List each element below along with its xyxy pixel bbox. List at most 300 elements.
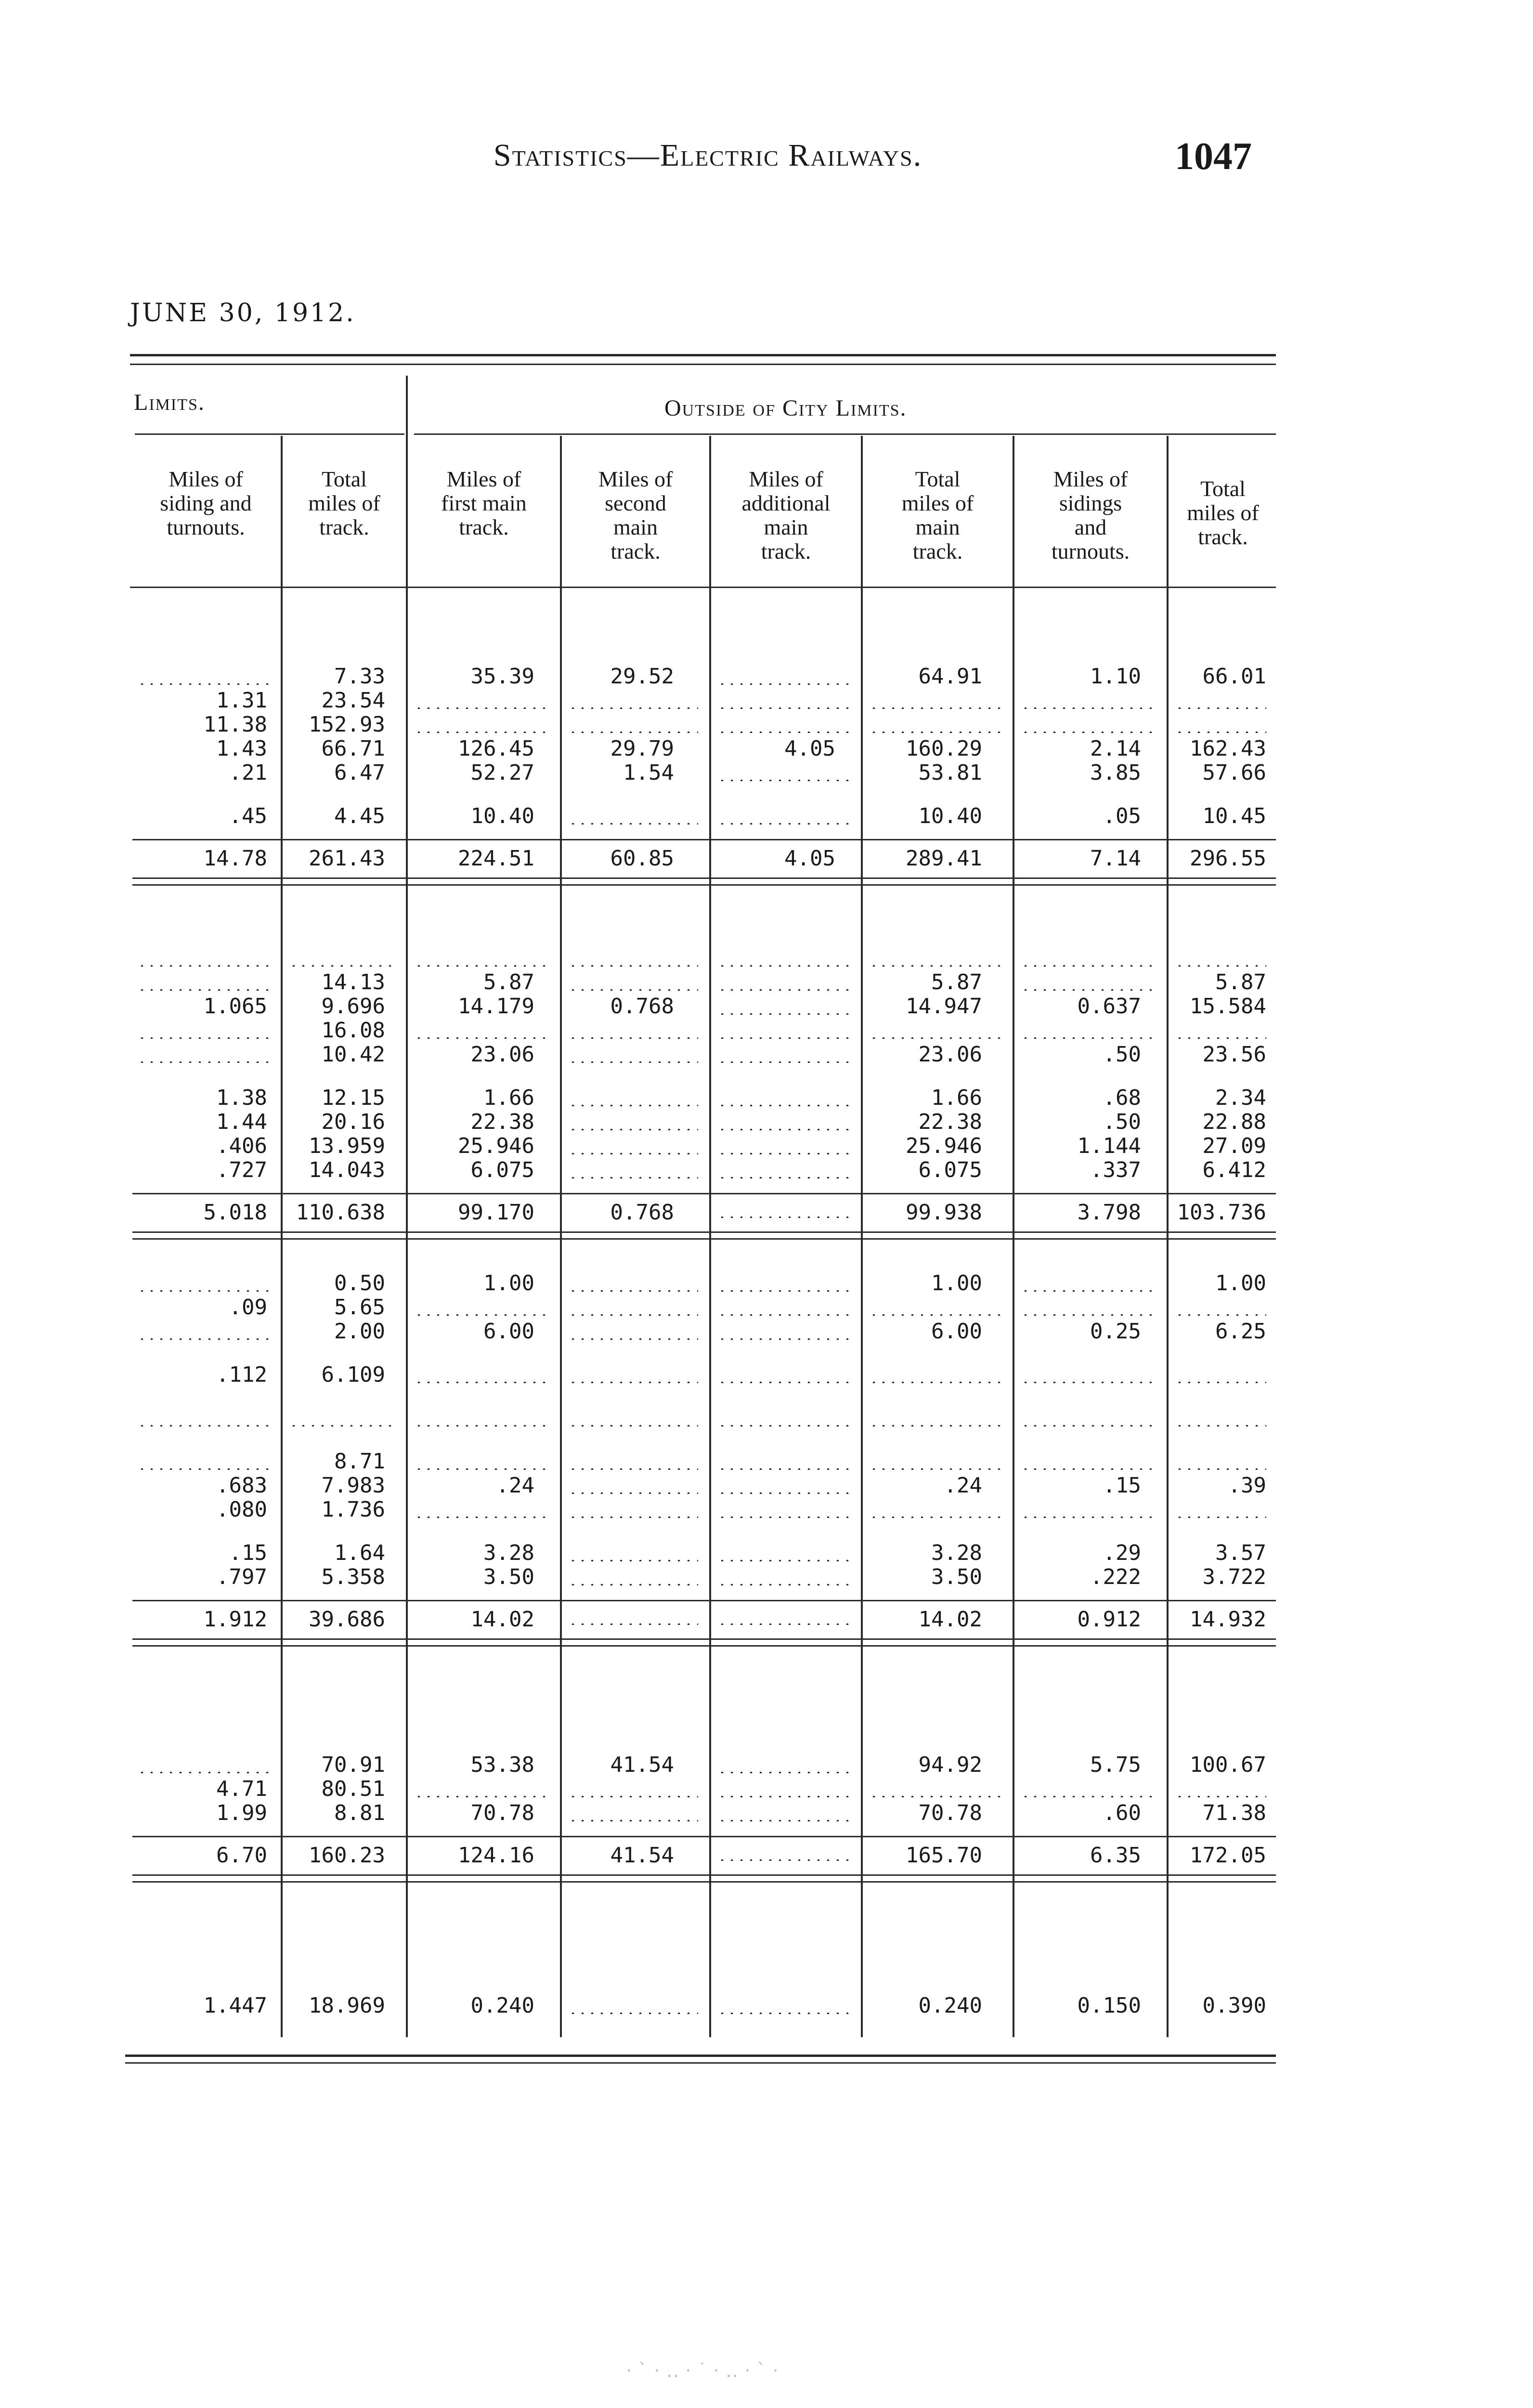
total-cell: 0.912 [1077,1607,1141,1632]
table-cell: 2.34 [1215,1086,1266,1110]
table-cell: 1.00 [483,1271,534,1296]
total-double-rule [132,877,1276,879]
table-cell: .29 [1103,1541,1141,1565]
total-cell: 14.02 [470,1607,534,1632]
leader-dots [1175,707,1266,709]
leader-dots [869,965,1001,967]
table-cell: 10.40 [918,804,982,828]
table-cell: 0.240 [470,1993,534,2018]
table-cell: .797 [216,1565,267,1589]
table-cell: 0.768 [610,994,674,1019]
table-cell: 29.52 [610,664,674,689]
table-cell: 23.06 [470,1042,534,1067]
leader-dots [717,823,850,824]
leader-dots [568,965,698,967]
table-cell: 57.66 [1202,760,1266,785]
total-cell: 103.736 [1177,1200,1266,1225]
leader-dots [568,1584,698,1585]
column-header-2: Total miles of track. [308,467,380,539]
table-cell: .337 [1090,1158,1141,1182]
total-cell: 6.35 [1090,1843,1141,1868]
table-cell: .09 [229,1295,267,1320]
table-cell: 3.722 [1202,1565,1266,1589]
table-cell: 1.31 [216,688,267,713]
column-divider [406,376,408,2037]
column-header-1: Miles of siding and turnouts. [160,467,252,539]
table-cell: .683 [216,1473,267,1498]
total-double-rule-2 [132,884,1276,886]
leader-dots [1175,1516,1266,1518]
table-cell: .406 [216,1134,267,1158]
table-cell: 5.87 [931,970,982,995]
scan-noise: · ` · ‥ · ˙ · ‥ · ` · [626,2360,779,2382]
table-cell: 66.71 [321,736,385,761]
table-cell: .15 [229,1541,267,1565]
total-cell: 14.02 [918,1607,982,1632]
leader-dots [137,1468,270,1470]
leader-dots [137,1061,270,1063]
table-cell: 7.33 [334,664,385,689]
table-cell: .45 [229,804,267,828]
table-cell: 35.39 [470,664,534,689]
leader-dots [568,1061,698,1063]
table-cell: 15.584 [1190,994,1266,1019]
table-cell: 11.38 [203,712,267,737]
table-cell: 0.637 [1077,994,1141,1019]
table-cell: 3.85 [1090,760,1141,785]
column-divider [861,436,863,2037]
table-cell: 1.447 [203,1993,267,2018]
group-label-limits: Limits. [134,390,205,415]
table-cell: 5.75 [1090,1753,1141,1777]
leader-dots [869,1516,1001,1518]
column-divider [281,436,283,2037]
table-cell: 23.56 [1202,1042,1266,1067]
table-cell: 3.28 [483,1541,534,1565]
table-cell: 14.179 [458,994,534,1019]
page-number: 1047 [1175,135,1252,178]
table-cell: 52.27 [470,760,534,785]
table-cell: 1.065 [203,994,267,1019]
table-cell: 6.412 [1202,1158,1266,1182]
table-cell: 8.81 [334,1801,385,1825]
leader-dots [1021,731,1156,733]
total-cell: 14.932 [1190,1607,1266,1632]
total-cell: 4.05 [784,846,835,871]
table-cell: 0.50 [334,1271,385,1296]
leader-dots [289,1425,395,1426]
table-cell: .50 [1103,1110,1141,1134]
table-cell: .24 [944,1473,982,1498]
leader-dots [568,731,698,733]
leader-dots [414,1468,549,1470]
table-cell: 23.54 [321,688,385,713]
leader-dots [717,731,850,733]
table-cell: 10.40 [470,804,534,828]
table-cell: .15 [1103,1473,1141,1498]
column-divider [1167,436,1169,2037]
table-cell: 1.54 [623,760,674,785]
column-header-3: Miles of first main track. [441,467,527,539]
table-cell: 1.99 [216,1801,267,1825]
leader-dots [137,1425,270,1426]
leader-dots [717,1104,850,1106]
table-cell: 1.00 [931,1271,982,1296]
table-cell: 4.45 [334,804,385,828]
leader-dots [717,1468,850,1470]
total-double-rule-2 [132,1645,1276,1647]
leader-dots [717,1290,850,1292]
leader-dots [1021,1795,1156,1797]
total-cell: 5.018 [203,1200,267,1225]
table-cell: 6.109 [321,1362,385,1387]
column-header-4: Miles of second main track. [598,467,673,563]
total-cell: 41.54 [610,1843,674,1868]
table-cell: 22.88 [1202,1110,1266,1134]
table-cell: 7.983 [321,1473,385,1498]
leader-dots [1021,1516,1156,1518]
table-cell: 9.696 [321,994,385,1019]
table-cell: 25.946 [906,1134,982,1158]
table-cell: 5.87 [1215,970,1266,995]
leader-dots [717,1061,850,1063]
leader-dots [1175,1037,1266,1039]
table-cell: 5.87 [483,970,534,995]
leader-dots [137,1338,270,1340]
table-cell: 4.71 [216,1777,267,1801]
leader-dots [717,1492,850,1494]
table-cell: 2.00 [334,1319,385,1344]
table-cell: 13.959 [309,1134,385,1158]
leader-dots [568,1290,698,1292]
table-cell: .21 [229,760,267,785]
table-cell: 6.25 [1215,1319,1266,1344]
total-cell: 99.938 [906,1200,982,1225]
table-cell: 160.29 [906,736,982,761]
leader-dots [289,965,395,967]
table-cell: 14.043 [309,1158,385,1182]
total-cell: 6.70 [216,1843,267,1868]
table-cell: 2.14 [1090,736,1141,761]
total-cell: 296.55 [1190,846,1266,871]
total-cell: 261.43 [309,846,385,871]
leader-dots [568,1104,698,1106]
group-rule-left [135,433,404,435]
total-cell: 7.14 [1090,846,1141,871]
table-cell: 0.150 [1077,1993,1141,2018]
column-header-7: Miles of sidings and turnouts. [1051,467,1130,563]
table-cell: 23.06 [918,1042,982,1067]
leader-dots [568,823,698,824]
leader-dots [568,1381,698,1383]
total-cell: 3.798 [1077,1200,1141,1225]
group-rule-right [414,433,1276,435]
table-cell: .50 [1103,1042,1141,1067]
leader-dots [717,1128,850,1130]
table-cell: 6.00 [931,1319,982,1344]
leader-dots [717,965,850,967]
leader-dots [869,1037,1001,1039]
leader-dots [717,1314,850,1316]
subtotal-rule [132,1600,1276,1601]
leader-dots [137,965,270,967]
leader-dots [717,1216,850,1218]
leader-dots [568,1128,698,1130]
leader-dots [137,1290,270,1292]
total-double-rule [132,1874,1276,1876]
leader-dots [1175,965,1266,967]
subtotal-rule [132,839,1276,840]
leader-dots [568,2012,698,2014]
table-cell: 41.54 [610,1753,674,1777]
leader-dots [869,1795,1001,1797]
table-cell: 0.25 [1090,1319,1141,1344]
total-cell: 0.768 [610,1200,674,1225]
leader-dots [1175,1425,1266,1426]
top-rule-2 [130,364,1276,365]
leader-dots [414,1381,549,1383]
bottom-rule [125,2055,1276,2057]
table-cell: 10.45 [1202,804,1266,828]
table-cell: 1.44 [216,1110,267,1134]
total-cell: 14.78 [203,846,267,871]
leader-dots [568,1338,698,1340]
table-cell: 0.390 [1202,1993,1266,2018]
table-cell: 5.65 [334,1295,385,1320]
leader-dots [568,1037,698,1039]
table-cell: 6.00 [483,1319,534,1344]
table-cell: 80.51 [321,1777,385,1801]
leader-dots [1175,731,1266,733]
leader-dots [1175,1795,1266,1797]
total-cell: 165.70 [906,1843,982,1868]
table-cell: 14.13 [321,970,385,995]
leader-dots [717,1819,850,1821]
table-cell: 71.38 [1202,1801,1266,1825]
table-cell: 12.15 [321,1086,385,1110]
table-cell: 64.91 [918,664,982,689]
table-cell: 25.946 [458,1134,534,1158]
table-cell: 70.78 [918,1801,982,1825]
leader-dots [717,1177,850,1178]
total-cell: 1.912 [203,1607,267,1632]
table-cell: .727 [216,1158,267,1182]
table-cell: 53.81 [918,760,982,785]
table-cell: .05 [1103,804,1141,828]
table-cell: 66.01 [1202,664,1266,689]
leader-dots [414,1314,549,1316]
table-cell: 1.10 [1090,664,1141,689]
leader-dots [414,1425,549,1426]
table-cell: 18.969 [309,1993,385,2018]
table-cell: 70.78 [470,1801,534,1825]
table-cell: 10.42 [321,1042,385,1067]
leader-dots [717,2012,850,2014]
table-cell: 6.47 [334,760,385,785]
table-cell: 4.05 [784,736,835,761]
table-cell: .60 [1103,1801,1141,1825]
leader-dots [1021,1314,1156,1316]
leader-dots [1021,707,1156,709]
total-cell: 124.16 [458,1843,534,1868]
leader-dots [717,1037,850,1039]
leader-dots [1175,1468,1266,1470]
table-cell: 3.57 [1215,1541,1266,1565]
leader-dots [414,707,549,709]
leader-dots [568,1795,698,1797]
table-cell: 152.93 [309,712,385,737]
leader-dots [717,1771,850,1773]
total-double-rule [132,1638,1276,1640]
table-cell: 0.240 [918,1993,982,2018]
leader-dots [869,1381,1001,1383]
leader-dots [568,1468,698,1470]
table-cell: 1.64 [334,1541,385,1565]
leader-dots [1021,965,1156,967]
table-cell: 70.91 [321,1753,385,1777]
subtotal-rule [132,1836,1276,1837]
table-cell: 1.66 [931,1086,982,1110]
leader-dots [717,1338,850,1340]
top-rule [130,354,1276,356]
leader-dots [717,1559,850,1561]
leader-dots [137,683,270,685]
table-cell: 22.38 [470,1110,534,1134]
leader-dots [717,1381,850,1383]
leader-dots [869,1468,1001,1470]
leader-dots [568,1177,698,1178]
table-cell: 3.28 [931,1541,982,1565]
leader-dots [869,731,1001,733]
table-cell: 162.43 [1190,736,1266,761]
leader-dots [717,1859,850,1861]
table-cell: 1.66 [483,1086,534,1110]
leader-dots [568,1516,698,1518]
leader-dots [414,965,549,967]
leader-dots [568,1623,698,1625]
table-cell: 1.144 [1077,1134,1141,1158]
table-cell: 29.79 [610,736,674,761]
table-cell: 16.08 [321,1018,385,1043]
total-cell: 39.686 [309,1607,385,1632]
leader-dots [869,1314,1001,1316]
leader-dots [568,1492,698,1494]
table-cell: 94.92 [918,1753,982,1777]
table-cell: 1.00 [1215,1271,1266,1296]
leader-dots [717,1623,850,1625]
total-cell: 60.85 [610,846,674,871]
leader-dots [717,779,850,781]
leader-dots [568,1152,698,1154]
leader-dots [869,707,1001,709]
group-label-outside-city-limits: Outside of City Limits. [664,395,907,421]
total-double-rule-2 [132,1881,1276,1883]
table-cell: .080 [216,1497,267,1522]
leader-dots [1175,1381,1266,1383]
total-double-rule-2 [132,1238,1276,1240]
total-cell: 110.638 [296,1200,385,1225]
leader-dots [869,1425,1001,1426]
column-divider [560,436,562,2037]
leader-dots [717,1516,850,1518]
table-cell: 1.38 [216,1086,267,1110]
leader-dots [568,1819,698,1821]
table-cell: 1.736 [321,1497,385,1522]
leader-dots [717,1013,850,1015]
total-cell: 99.170 [458,1200,534,1225]
leader-dots [1021,1037,1156,1039]
table-cell: 6.075 [918,1158,982,1182]
table-cell: .24 [496,1473,534,1498]
total-cell: 289.41 [906,846,982,871]
table-cell: .222 [1090,1565,1141,1589]
table-cell: 1.43 [216,736,267,761]
bottom-rule-2 [125,2062,1276,2064]
leader-dots [717,707,850,709]
leader-dots [1175,1314,1266,1316]
table-cell: 14.947 [906,994,982,1019]
leader-dots [137,1037,270,1039]
table-cell: .112 [216,1362,267,1387]
total-cell: 172.05 [1190,1843,1266,1868]
leader-dots [137,1771,270,1773]
subtotal-rule [132,1193,1276,1194]
header-bottom-rule [130,587,1276,588]
table-cell: 6.075 [470,1158,534,1182]
leader-dots [717,1795,850,1797]
leader-dots [568,707,698,709]
table-cell: 27.09 [1202,1134,1266,1158]
leader-dots [414,1037,549,1039]
table-cell: 3.50 [931,1565,982,1589]
table-cell: 100.67 [1190,1753,1266,1777]
total-cell: 224.51 [458,846,534,871]
total-cell: 160.23 [309,1843,385,1868]
table-cell: 3.50 [483,1565,534,1589]
table-cell: 53.38 [470,1753,534,1777]
column-header-8: Total miles of track. [1187,476,1259,549]
leader-dots [414,1516,549,1518]
table-cell: 20.16 [321,1110,385,1134]
leader-dots [414,1795,549,1797]
leader-dots [1021,1468,1156,1470]
leader-dots [568,1314,698,1316]
column-divider [1013,436,1014,2037]
table-cell: 5.358 [321,1565,385,1589]
leader-dots [717,1584,850,1585]
table-cell: 126.45 [458,736,534,761]
leader-dots [1021,1425,1156,1426]
leader-dots [1021,989,1156,991]
leader-dots [568,1559,698,1561]
leader-dots [717,989,850,991]
date-line: JUNE 30, 1912. [130,299,356,327]
leader-dots [717,1152,850,1154]
total-double-rule [132,1231,1276,1233]
table-cell: 22.38 [918,1110,982,1134]
leader-dots [414,731,549,733]
leader-dots [568,989,698,991]
leader-dots [717,683,850,685]
page-title: Statistics—Electric Railways. [493,138,922,173]
leader-dots [1021,1290,1156,1292]
leader-dots [717,1425,850,1426]
column-divider [709,436,711,2037]
table-cell: 8.71 [334,1449,385,1474]
leader-dots [1021,1381,1156,1383]
column-header-6: Total miles of main track. [901,467,974,563]
leader-dots [137,989,270,991]
